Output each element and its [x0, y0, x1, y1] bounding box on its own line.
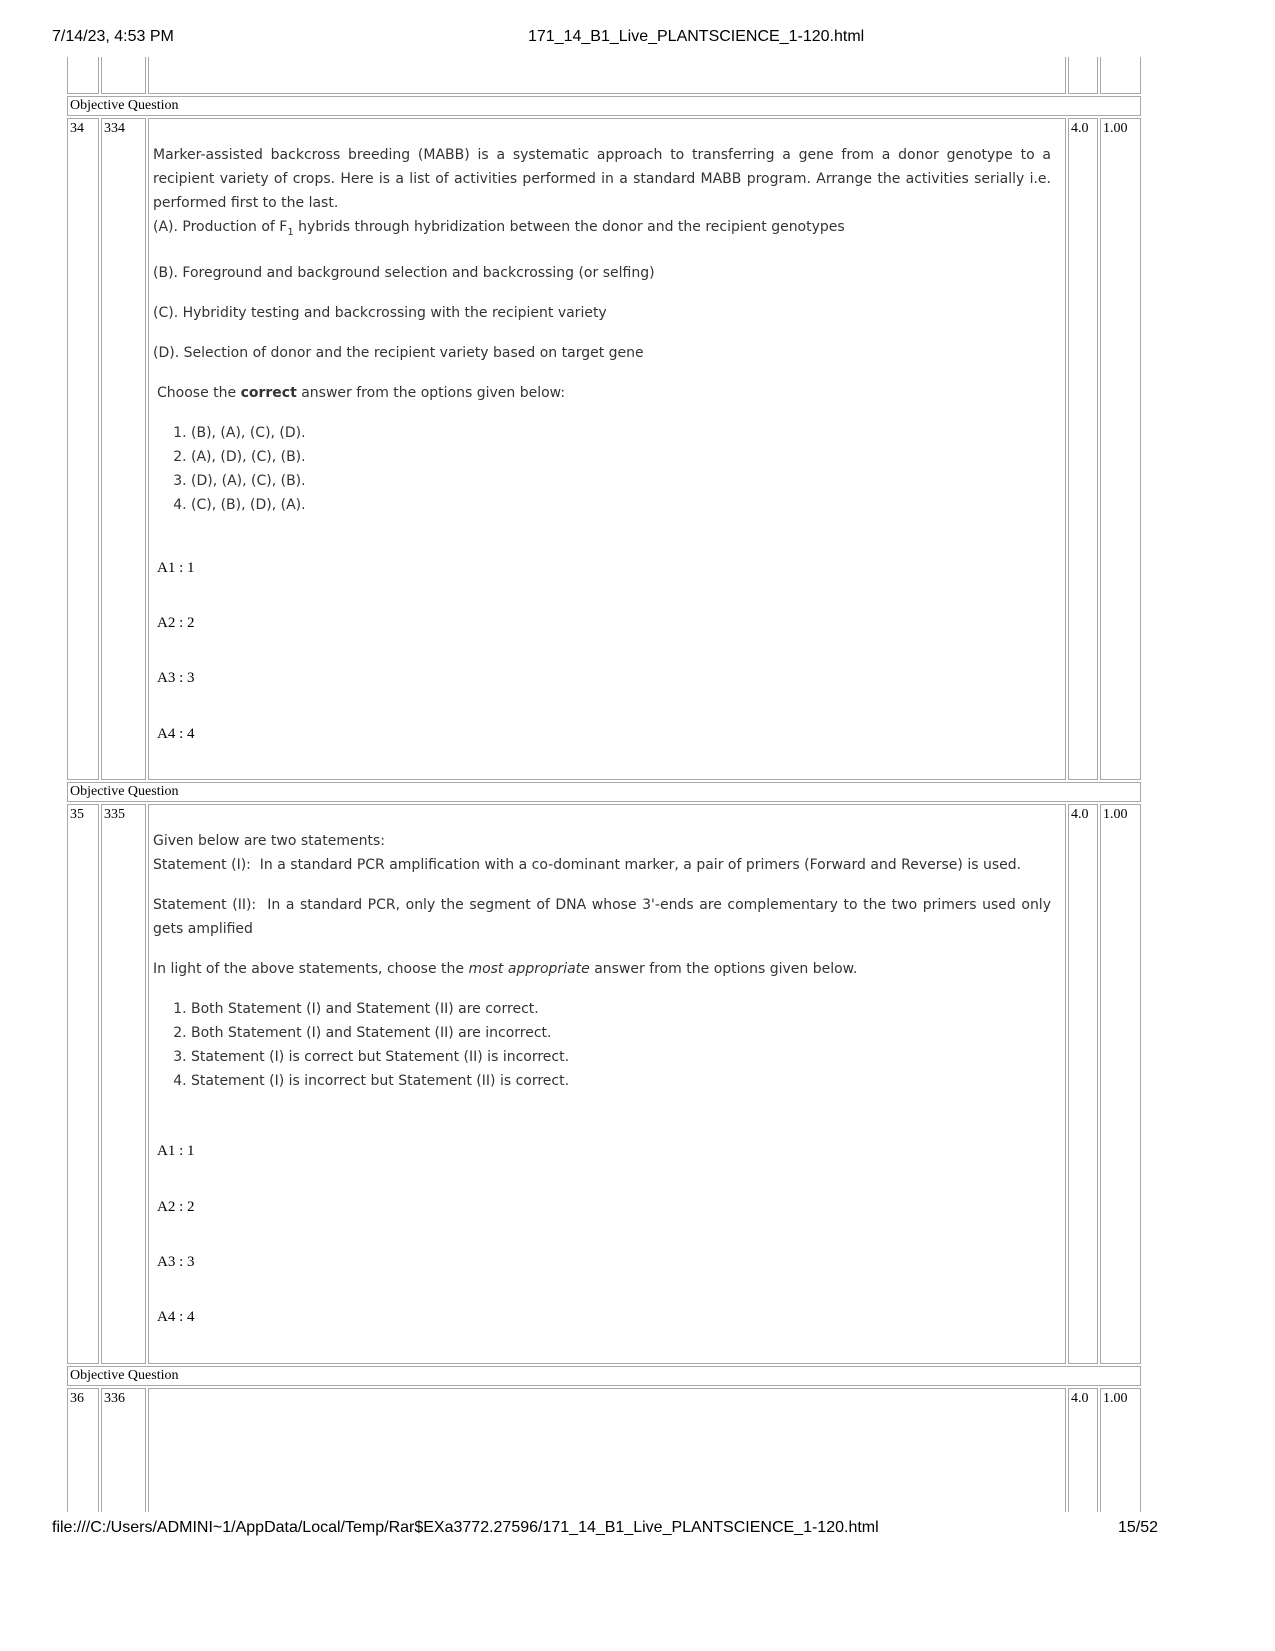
- option-item: 4. (C), (B), (D), (A).: [191, 493, 1051, 517]
- option-item: 2. Both Statement (I) and Statement (II) are incorrect.: [191, 1021, 1051, 1045]
- statement-two: Statement (II): In a standard PCR, only the segment of DNA whose 3'-ends are complementary to the two primers used only gets amplified: [153, 897, 1056, 937]
- activity-a: (A). Production of $F_1$ hybrids through hybridization between the donor and the recipient genotypes: [153, 219, 845, 238]
- choose-instruction: Choose the correct answer from the options given below:: [157, 384, 566, 401]
- answer-option: A1 : 1: [157, 560, 195, 576]
- section-label-cell: [67, 1366, 1141, 1386]
- marks-value: 4.0: [1071, 807, 1089, 822]
- negative-marks-value: 1.00: [1103, 1391, 1128, 1406]
- option-item: 3. Statement (I) is correct but Statement (II) is incorrect.: [191, 1045, 1051, 1069]
- given-statements-intro: Given below are two statements:: [153, 833, 385, 849]
- question-id-cell: [101, 118, 146, 780]
- answer-option: A3 : 3: [157, 1254, 195, 1270]
- marks-cell: [1068, 118, 1098, 780]
- answer-option: A3 : 3: [157, 670, 195, 686]
- question-id-cell: [101, 1388, 146, 1512]
- activity-d: (D). Selection of donor and the recipient variety based on target gene: [153, 344, 644, 361]
- question-id: 336: [104, 1391, 125, 1406]
- answer-option: A2 : 2: [157, 615, 195, 631]
- question-id-cell: [101, 804, 146, 1364]
- question-number-cell: [67, 1388, 99, 1512]
- print-file-path: file:///C:/Users/ADMINI~1/AppData/Local/Temp/Rar$EXa3772.27596/171_14_B1_Live_PLANTSCIENCE_1-120.html: [52, 1519, 879, 1536]
- cont-id-cell: [101, 57, 146, 94]
- section-label: Objective Question: [70, 98, 179, 113]
- section-label: Objective Question: [70, 784, 179, 799]
- option-item: 3. (D), (A), (C), (B).: [191, 469, 1051, 493]
- answer-option: A2 : 2: [157, 1199, 195, 1215]
- question-text: [153, 143, 1051, 517]
- option-item: 1. Both Statement (I) and Statement (II) are correct.: [191, 997, 1051, 1021]
- light-instruction: In light of the above statements, choose the most appropriate answer from the options given below.: [153, 961, 858, 977]
- question-number-cell: [67, 118, 99, 780]
- option-item: 2. (A), (D), (C), (B).: [191, 445, 1051, 469]
- print-page-title: 171_14_B1_Live_PLANTSCIENCE_1-120.html: [528, 28, 865, 45]
- activity-c: (C). Hybridity testing and backcrossing with the recipient variety: [153, 304, 607, 321]
- print-page-number: 15/52: [1118, 1519, 1159, 1536]
- question-number-cell: [67, 804, 99, 1364]
- question-number: 35: [70, 807, 84, 822]
- marks-value: 4.0: [1071, 121, 1089, 136]
- cont-marks-cell: [1068, 57, 1098, 94]
- marks-cell: [1068, 1388, 1098, 1512]
- print-datetime: 7/14/23, 4:53 PM: [52, 28, 174, 45]
- question-content-cell: [148, 1388, 1066, 1512]
- section-label: Objective Question: [70, 1368, 179, 1383]
- negative-marks-cell: [1100, 1388, 1141, 1512]
- option-item: 1. (B), (A), (C), (D).: [191, 421, 1051, 445]
- options-list: [153, 997, 1051, 1093]
- answer-option: A1 : 1: [157, 1143, 195, 1159]
- negative-marks-cell: [1100, 804, 1141, 1364]
- question-id: 334: [104, 121, 125, 136]
- answer-option: A4 : 4: [157, 1309, 195, 1325]
- cont-negative-cell: [1100, 57, 1141, 94]
- options-list: [153, 421, 1051, 517]
- option-item: 4. Statement (I) is incorrect but Statement (II) is correct.: [191, 1069, 1051, 1093]
- statement-one: Statement (I): In a standard PCR amplification with a co-dominant marker, a pair of primers (Forward and Reverse) is used.: [153, 857, 1022, 873]
- question-number: 34: [70, 121, 84, 136]
- section-label-cell: [67, 96, 1141, 116]
- negative-marks-value: 1.00: [1103, 121, 1128, 136]
- question-text: [153, 829, 1056, 1093]
- section-label-cell: [67, 782, 1141, 802]
- question-number: 36: [70, 1391, 84, 1406]
- question-intro: Marker-assisted backcross breeding (MABB) is a systematic approach to transferring a gene from a donor genotype to a recipient variety of crops. Here is a list of activities performed in a standard MABB program. Arrange the activities serially i.e. performed first to the last.: [153, 147, 1051, 211]
- activity-b: (B). Foreground and background selection and backcrossing (or selfing): [153, 264, 655, 281]
- cont-num-cell: [67, 57, 99, 94]
- answer-option: A4 : 4: [157, 726, 195, 742]
- marks-value: 4.0: [1071, 1391, 1089, 1406]
- marks-cell: [1068, 804, 1098, 1364]
- cont-content-cell: [148, 57, 1066, 94]
- question-id: 335: [104, 807, 125, 822]
- negative-marks-value: 1.00: [1103, 807, 1128, 822]
- negative-marks-cell: [1100, 118, 1141, 780]
